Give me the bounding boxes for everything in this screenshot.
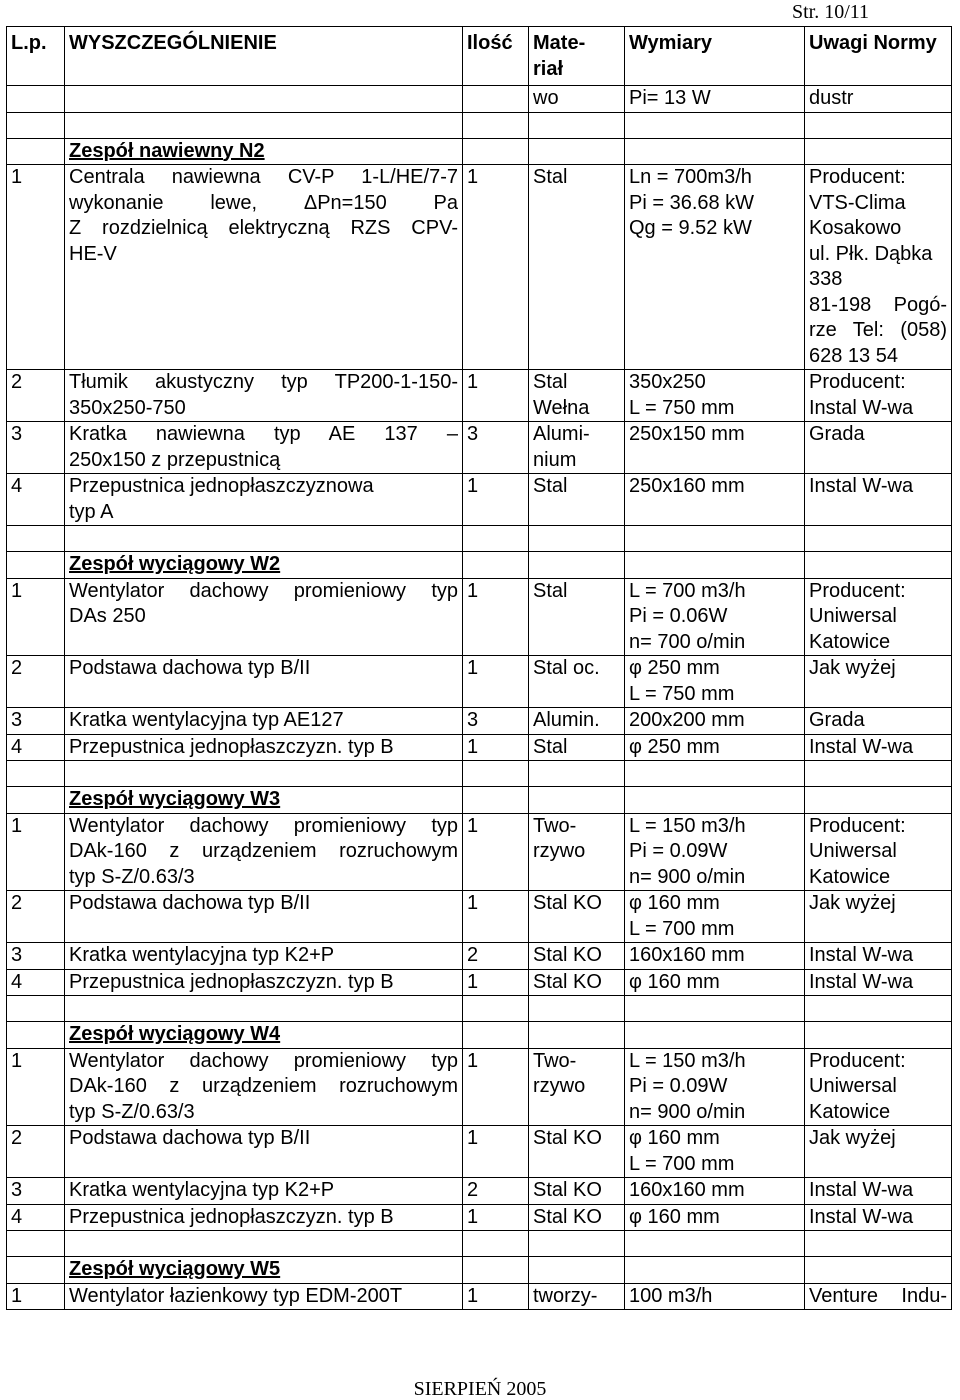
- table-cell: [805, 138, 952, 165]
- table-cell: [463, 1231, 529, 1257]
- table-cell: Instal W-wa: [805, 734, 952, 761]
- table-cell: Instal W-wa: [805, 943, 952, 970]
- header-notes: Uwagi Normy: [805, 27, 952, 86]
- table-row: [7, 474, 952, 526]
- table-cell: [65, 112, 463, 138]
- table-cell: 3: [7, 708, 65, 735]
- header-qty: Ilość: [463, 27, 529, 86]
- table-cell: [529, 996, 625, 1022]
- table-cell: [463, 86, 529, 113]
- table-cell: [805, 787, 952, 814]
- header-lp: L.p.: [7, 27, 65, 86]
- table-cell: Jak wyżej: [805, 891, 952, 943]
- table-cell: [625, 1022, 805, 1049]
- table-row: [7, 943, 952, 970]
- table-cell: [805, 761, 952, 787]
- table-cell: 1: [7, 813, 65, 891]
- table-cell: 4: [7, 734, 65, 761]
- continuation-row: [7, 86, 952, 113]
- table-row: [7, 1283, 952, 1310]
- table-cell: [7, 787, 65, 814]
- table-cell: [805, 526, 952, 552]
- table-cell: Podstawa dachowa typ B/II: [65, 1126, 463, 1178]
- table-row: [7, 734, 952, 761]
- table-cell: [7, 761, 65, 787]
- table-cell: 3: [7, 1178, 65, 1205]
- table-cell: Kratka wentylacyjna typ AE127: [65, 708, 463, 735]
- table-cell: 1: [7, 165, 65, 370]
- table-cell: Stal KO: [529, 969, 625, 996]
- table-cell: [805, 112, 952, 138]
- table-cell: [529, 526, 625, 552]
- table-cell: Kratka nawiewna typ AE 137 – 250x150 z przepustnicą: [65, 422, 463, 474]
- cont-dimensions: Pi= 13 W: [625, 86, 805, 113]
- table-cell: 1: [463, 370, 529, 422]
- table-cell: [463, 526, 529, 552]
- table-cell: 3: [463, 422, 529, 474]
- table-cell: [7, 552, 65, 579]
- table-cell: [463, 1257, 529, 1284]
- table-cell: Przepustnica jednopłaszczyzn. typ B: [65, 1204, 463, 1231]
- table-cell: [529, 1257, 625, 1284]
- blank-row: [7, 526, 952, 552]
- table-cell: L = 150 m3/h Pi = 0.09W n= 900 o/min: [625, 1048, 805, 1126]
- table-cell: [805, 1257, 952, 1284]
- table-cell: [625, 787, 805, 814]
- table-cell: Tłumik akustyczny typ TP200-1-150- 350x250-750: [65, 370, 463, 422]
- table-cell: [7, 112, 65, 138]
- section-title-row: [7, 787, 952, 814]
- table-cell: [463, 761, 529, 787]
- section-title-row: [7, 1257, 952, 1284]
- table-cell: Podstawa dachowa typ B/II: [65, 656, 463, 708]
- table-cell: Instal W-wa: [805, 969, 952, 996]
- table-cell: Stal: [529, 734, 625, 761]
- table-cell: [625, 552, 805, 579]
- table-cell: [65, 761, 463, 787]
- blank-row: [7, 1231, 952, 1257]
- table-cell: Two- rzywo: [529, 1048, 625, 1126]
- table-row: [7, 1126, 952, 1178]
- table-cell: 1: [463, 1126, 529, 1178]
- table-cell: 1: [463, 891, 529, 943]
- blank-row: [7, 996, 952, 1022]
- table-cell: [65, 1231, 463, 1257]
- table-cell: 1: [463, 969, 529, 996]
- table-cell: φ 160 mm L = 700 mm: [625, 1126, 805, 1178]
- table-cell: [529, 112, 625, 138]
- table-cell: 1: [463, 1048, 529, 1126]
- header-dimensions: Wymiary: [625, 27, 805, 86]
- table-cell: Stal oc.: [529, 656, 625, 708]
- table-cell: [7, 526, 65, 552]
- table-cell: [7, 138, 65, 165]
- table-cell: tworzy-: [529, 1283, 625, 1310]
- table-row: [7, 1178, 952, 1205]
- table-cell: φ 160 mm: [625, 969, 805, 996]
- table-row: [7, 370, 952, 422]
- header-spec: WYSZCZEGÓLNIENIE: [65, 27, 463, 86]
- table-cell: 160x160 mm: [625, 943, 805, 970]
- table-row: [7, 578, 952, 656]
- table-cell: Stal: [529, 165, 625, 370]
- table-cell: 1: [463, 656, 529, 708]
- table-cell: Stal KO: [529, 1178, 625, 1205]
- table-cell: Jak wyżej: [805, 656, 952, 708]
- table-cell: [463, 1022, 529, 1049]
- table-cell: [65, 996, 463, 1022]
- table-cell: φ 160 mm L = 700 mm: [625, 891, 805, 943]
- table-cell: Instal W-wa: [805, 1204, 952, 1231]
- table-cell: 1: [463, 734, 529, 761]
- table-cell: Grada: [805, 422, 952, 474]
- table-cell: 2: [7, 370, 65, 422]
- table-cell: 1: [463, 1283, 529, 1310]
- table-cell: Ln = 700m3/h Pi = 36.68 kW Qg = 9.52 kW: [625, 165, 805, 370]
- table-cell: 1: [7, 1048, 65, 1126]
- table-cell: Venture Indu-: [805, 1283, 952, 1310]
- table-cell: Instal W-wa: [805, 1178, 952, 1205]
- blank-row: [7, 761, 952, 787]
- table-cell: [65, 526, 463, 552]
- header-material-text: Mate- riał: [533, 32, 586, 80]
- specification-table: [6, 26, 952, 1310]
- table-cell: Stal KO: [529, 891, 625, 943]
- table-cell: Stal KO: [529, 1204, 625, 1231]
- table-cell: Stal KO: [529, 1126, 625, 1178]
- table-cell: Producent: VTS-Clima Kosakowo ul. Płk. Dąbka 338 81-198 Pogó- rze Tel: (058) 628 13 54: [805, 165, 952, 370]
- table-cell: φ 160 mm: [625, 1204, 805, 1231]
- table-cell: [7, 86, 65, 113]
- header-material: [529, 27, 625, 86]
- section-title-row: [7, 138, 952, 165]
- cont-material: wo: [529, 86, 625, 113]
- table-cell: Jak wyżej: [805, 1126, 952, 1178]
- table-cell: [625, 138, 805, 165]
- table-cell: Stal: [529, 474, 625, 526]
- table-cell: 4: [7, 1204, 65, 1231]
- table-row: [7, 1204, 952, 1231]
- table-cell: 350x250 L = 750 mm: [625, 370, 805, 422]
- table-row: [7, 422, 952, 474]
- table-cell: [463, 996, 529, 1022]
- table-cell: Producent: Uniwersal Katowice: [805, 1048, 952, 1126]
- table-cell: [463, 112, 529, 138]
- table-row: [7, 708, 952, 735]
- table-row: [7, 656, 952, 708]
- table-cell: Przepustnica jednopłaszczyzn. typ B: [65, 969, 463, 996]
- table-cell: [805, 1022, 952, 1049]
- table-cell: 1: [463, 474, 529, 526]
- table-cell: 3: [7, 422, 65, 474]
- table-cell: [463, 552, 529, 579]
- cont-notes: dustr: [805, 86, 952, 113]
- table-cell: [529, 1022, 625, 1049]
- table-cell: L = 700 m3/h Pi = 0.06W n= 700 o/min: [625, 578, 805, 656]
- table-cell: [463, 787, 529, 814]
- table-cell: Stal: [529, 578, 625, 656]
- table-cell: 3: [463, 708, 529, 735]
- table-row: [7, 969, 952, 996]
- table-cell: Przepustnica jednopłaszczyzn. typ B: [65, 734, 463, 761]
- table-cell: Wentylator dachowy promieniowy typ DAk-160 z urządzeniem rozruchowym typ S-Z/0.63/3: [65, 813, 463, 891]
- table-cell: 3: [7, 943, 65, 970]
- section-title-row: [7, 552, 952, 579]
- table-cell: φ 250 mm: [625, 734, 805, 761]
- table-cell: Alumi- nium: [529, 422, 625, 474]
- table-cell: [529, 138, 625, 165]
- table-cell: 1: [463, 165, 529, 370]
- table-cell: Podstawa dachowa typ B/II: [65, 891, 463, 943]
- table-cell: 1: [463, 813, 529, 891]
- section-title: Zespół wyciągowy W3: [65, 787, 463, 814]
- table-cell: L = 150 m3/h Pi = 0.09W n= 900 o/min: [625, 813, 805, 891]
- table-cell: 160x160 mm: [625, 1178, 805, 1205]
- table-cell: 100 m3/h: [625, 1283, 805, 1310]
- table-cell: Kratka wentylacyjna typ K2+P: [65, 1178, 463, 1205]
- table-cell: 1: [463, 1204, 529, 1231]
- table-cell: 200x200 mm: [625, 708, 805, 735]
- table-cell: [7, 1022, 65, 1049]
- table-cell: [7, 1231, 65, 1257]
- table-cell: Producent: Instal W-wa: [805, 370, 952, 422]
- table-cell: [463, 138, 529, 165]
- blank-row: [7, 112, 952, 138]
- table-row: [7, 165, 952, 370]
- table-cell: Producent: Uniwersal Katowice: [805, 813, 952, 891]
- table-cell: 2: [7, 1126, 65, 1178]
- table-cell: [805, 996, 952, 1022]
- table-cell: 2: [463, 943, 529, 970]
- table-cell: 250x160 mm: [625, 474, 805, 526]
- table-row: [7, 1048, 952, 1126]
- table-cell: Kratka wentylacyjna typ K2+P: [65, 943, 463, 970]
- table-cell: [65, 86, 463, 113]
- section-title-row: [7, 1022, 952, 1049]
- table-cell: Stal KO: [529, 943, 625, 970]
- table-cell: Alumin.: [529, 708, 625, 735]
- table-cell: Grada: [805, 708, 952, 735]
- section-title: Zespół wyciągowy W4: [65, 1022, 463, 1049]
- section-title: Zespół wyciągowy W5: [65, 1257, 463, 1284]
- table-cell: Centrala nawiewna CV-P 1-L/HE/7-7 wykonanie lewe, ΔPn=150 Pa Z rozdzielnicą elektryczną RZS CPV- HE-V: [65, 165, 463, 370]
- table-cell: 1: [7, 578, 65, 656]
- table-cell: 2: [7, 656, 65, 708]
- page-number: Str. 10/11: [792, 1, 870, 23]
- page-footer: SIERPIEŃ 2005: [413, 1378, 547, 1400]
- table-cell: 250x150 mm: [625, 422, 805, 474]
- section-title: Zespół wyciągowy W2: [65, 552, 463, 579]
- table-cell: φ 250 mm L = 750 mm: [625, 656, 805, 708]
- table-cell: [625, 526, 805, 552]
- table-cell: [529, 1231, 625, 1257]
- table-cell: 1: [7, 1283, 65, 1310]
- table-cell: [625, 996, 805, 1022]
- table-cell: Instal W-wa: [805, 474, 952, 526]
- table-cell: [625, 1231, 805, 1257]
- header-row: [7, 27, 952, 86]
- table-cell: [805, 1231, 952, 1257]
- table-row: [7, 891, 952, 943]
- table-cell: 2: [463, 1178, 529, 1205]
- table-cell: [7, 996, 65, 1022]
- table-cell: [7, 1257, 65, 1284]
- table-cell: [625, 761, 805, 787]
- table-row: [7, 813, 952, 891]
- table-cell: [625, 1257, 805, 1284]
- table-cell: Producent: Uniwersal Katowice: [805, 578, 952, 656]
- table-cell: 4: [7, 969, 65, 996]
- table-cell: 1: [463, 578, 529, 656]
- section-title: Zespół nawiewny N2: [65, 138, 463, 165]
- table-cell: Wentylator łazienkowy typ EDM-200T: [65, 1283, 463, 1310]
- table-cell: [529, 552, 625, 579]
- table-cell: Przepustnica jednopłaszczyznowa typ A: [65, 474, 463, 526]
- table-cell: Stal Wełna: [529, 370, 625, 422]
- table-cell: 2: [7, 891, 65, 943]
- table-cell: [529, 787, 625, 814]
- table-cell: Wentylator dachowy promieniowy typ DAs 250: [65, 578, 463, 656]
- table-cell: Wentylator dachowy promieniowy typ DAk-160 z urządzeniem rozruchowym typ S-Z/0.63/3: [65, 1048, 463, 1126]
- table-cell: [529, 761, 625, 787]
- table-cell: 4: [7, 474, 65, 526]
- table-cell: [805, 552, 952, 579]
- table-cell: [625, 112, 805, 138]
- table-cell: Two- rzywo: [529, 813, 625, 891]
